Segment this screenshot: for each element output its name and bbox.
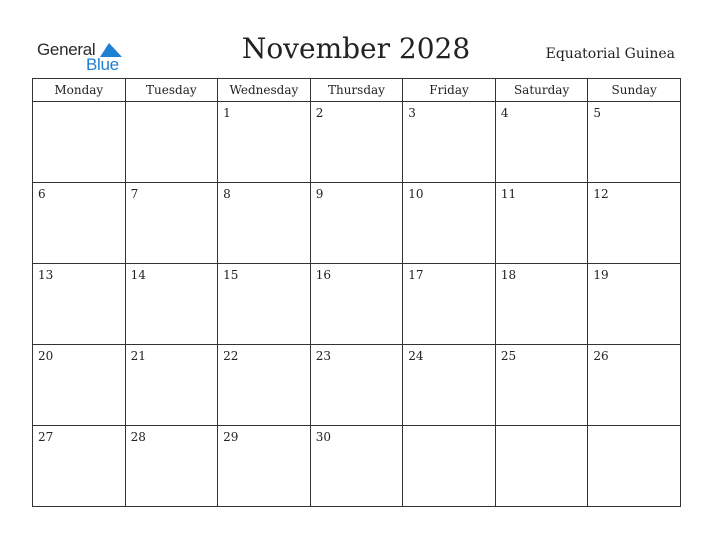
day-cell: 29	[218, 426, 311, 507]
day-cell: 10	[403, 183, 496, 264]
day-cell: 23	[310, 345, 403, 426]
day-cell: 26	[588, 345, 681, 426]
day-cell: 28	[125, 426, 218, 507]
country-label: Equatorial Guinea	[545, 46, 675, 62]
day-cell: 4	[495, 102, 588, 183]
weekday-header: Saturday	[495, 79, 588, 102]
day-cell: 7	[125, 183, 218, 264]
day-cell: 25	[495, 345, 588, 426]
day-cell: 30	[310, 426, 403, 507]
weekday-header-row	[33, 79, 681, 102]
day-cell: 1	[218, 102, 311, 183]
weekday-header: Monday	[33, 79, 126, 102]
day-cell	[33, 102, 126, 183]
calendar-grid	[32, 78, 681, 507]
week-row	[33, 264, 681, 345]
day-cell: 3	[403, 102, 496, 183]
weekday-header: Thursday	[310, 79, 403, 102]
weekday-header: Wednesday	[218, 79, 311, 102]
logo-text-blue: Blue	[86, 55, 119, 74]
calendar-title: November 2028	[241, 32, 471, 65]
day-cell: 13	[33, 264, 126, 345]
day-cell	[125, 102, 218, 183]
day-cell: 2	[310, 102, 403, 183]
day-cell: 5	[588, 102, 681, 183]
day-cell: 6	[33, 183, 126, 264]
day-cell: 12	[588, 183, 681, 264]
day-cell	[588, 426, 681, 507]
day-cell: 11	[495, 183, 588, 264]
day-cell: 14	[125, 264, 218, 345]
day-cell: 18	[495, 264, 588, 345]
weekday-header: Sunday	[588, 79, 681, 102]
weekday-header: Friday	[403, 79, 496, 102]
weekday-header: Tuesday	[125, 79, 218, 102]
day-cell	[403, 426, 496, 507]
day-cell: 9	[310, 183, 403, 264]
week-row	[33, 102, 681, 183]
day-cell: 15	[218, 264, 311, 345]
day-cell: 22	[218, 345, 311, 426]
day-cell: 20	[33, 345, 126, 426]
logo-text-general: General	[37, 40, 96, 59]
day-cell: 27	[33, 426, 126, 507]
day-cell: 24	[403, 345, 496, 426]
day-cell: 16	[310, 264, 403, 345]
week-row	[33, 426, 681, 507]
day-cell: 8	[218, 183, 311, 264]
day-cell: 21	[125, 345, 218, 426]
day-cell: 17	[403, 264, 496, 345]
week-row	[33, 345, 681, 426]
day-cell	[495, 426, 588, 507]
week-row	[33, 183, 681, 264]
day-cell: 19	[588, 264, 681, 345]
